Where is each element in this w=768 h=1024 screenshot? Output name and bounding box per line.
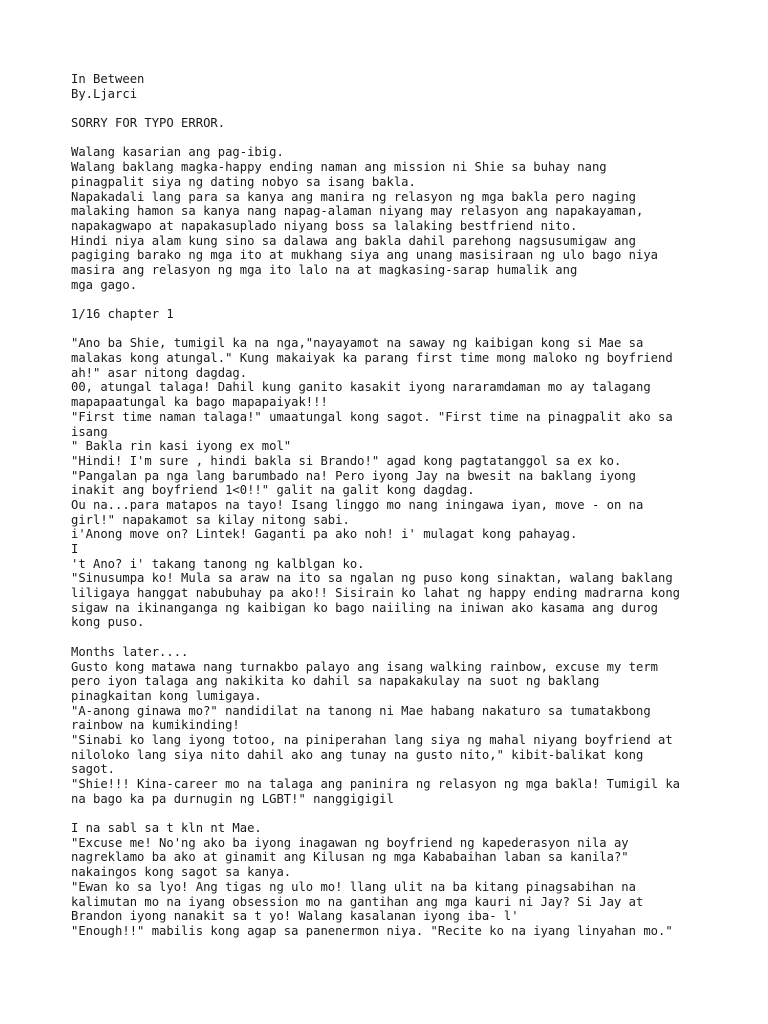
story-line: "Shie!!! Kina-career mo na talaga ang paninira ng relasyon ng mga bakla! Tumigil ka (71, 777, 681, 791)
spacer (71, 806, 761, 821)
story-line: kong puso. (71, 615, 145, 630)
story-line: niloloko lang siya nito dahil ako ang tunay na gusto nito," kibit-balikat kong (71, 747, 644, 762)
chapter-paragraph-1 (71, 336, 761, 630)
synopsis-line: pagiging barako ng mga ito at mukhang siya ang unang masisiraan ng ulo bago niya (71, 248, 658, 263)
story-line: "Ano ba Shie, tumigil ka na nga,"nayayamot na saway ng kaibigan kong si Mae sa (71, 336, 644, 351)
synopsis-line: Walang kasarian ang pag-ibig. (71, 145, 284, 160)
story-line: sagot. (71, 762, 116, 777)
chapter-paragraph-2 (71, 645, 761, 807)
story-line: I na sabl sa t kln nt Mae. (71, 821, 262, 836)
document-title: In Between (71, 72, 145, 86)
story-line: nakaingos kong sagot sa kanya. (71, 865, 292, 880)
story-line: inakit ang boyfriend 1<0!!" galit na galit kong dagdag. (71, 483, 475, 498)
story-line: mapapaatungal ka bago mapapaiyak!!! (71, 395, 328, 410)
spacer (71, 292, 761, 307)
spacer (71, 322, 761, 337)
story-line: "Sinabi ko lang iyong totoo, na piniperahan lang siya ng mahal niyang boyfriend at (71, 732, 673, 747)
story-line: Months later.... (71, 644, 189, 659)
story-line: I (71, 542, 79, 556)
story-line: "Enough!!" mabilis kong agap sa panenermon niya. "Recite ko na iyang linyahan mo." (71, 923, 673, 938)
spacer (71, 131, 761, 146)
story-line: "First time naman talaga!" umaatungal kong sagot. "First time na pinagpalit ako sa (71, 409, 673, 424)
story-line: Gusto kong matawa nang turnakbo palayo ang isang walking rainbow, excuse my term (71, 659, 658, 674)
story-line: "Excuse me! No'ng ako ba iyong inagawan ng boyfriend ng kapederasyon nila ay (71, 835, 629, 850)
story-line: sigaw na ikinanganga ng kaibigan ko bago naiiling na iniwan ako kasama ang durog (71, 600, 658, 615)
story-line: "Sinusumpa ko! Mula sa araw na ito sa ngalan ng puso kong sinaktan, walang baklang (71, 571, 673, 586)
story-line: Brandon iyong nanakit sa t yo! Walang kasalanan iyong iba- l' (71, 909, 519, 924)
spacer (71, 630, 761, 645)
story-line: pero iyon talaga ang nakikita ko dahil sa napakakulay na suot ng baklang (71, 674, 600, 689)
synopsis-line: Walang baklang magka-happy ending naman ang mission ni Shie sa buhay nang (71, 160, 607, 175)
story-line: "Ewan ko sa lyo! Ang tigas ng ulo mo! llang ulit na ba kitang pinagsabihan na (71, 879, 636, 894)
document-author: By.Ljarci (71, 86, 138, 101)
story-line: malakas kong atungal." Kung makaiyak ka parang first time mong maloko ng boyfriend (71, 351, 673, 366)
story-line: 't Ano? i' takang tanong ng kalblgan ko. (71, 556, 365, 571)
story-line: isang (71, 424, 108, 439)
synopsis-line: masira ang relasyon ng mga ito lalo na at magkasing-sarap humalik ang (71, 262, 578, 277)
story-line: 00, atungal talaga! Dahil kung ganito kasakit iyong nararamdaman mo ay talagang (71, 380, 651, 395)
chapter-paragraph-3 (71, 821, 761, 939)
synopsis-line: Hindi niya alam kung sino sa dalawa ang bakla dahil parehong nagsusumigaw ang (71, 233, 636, 248)
synopsis-line: pinagpalit siya ng dating nobyo sa isang bakla. (71, 174, 416, 189)
spacer (71, 101, 761, 116)
synopsis-line: mga gago. (71, 277, 138, 292)
story-line: kalimutan mo na iyang obsession mo na gantihan ang mga kauri ni Jay? Si Jay at (71, 894, 644, 909)
story-line: i'Anong move on? Lintek! Gaganti pa ako noh! i' mulagat kong pahayag. (71, 527, 578, 542)
story-line: nagreklamo ba ako at ginamit ang Kilusan ng mga Kababaihan laban sa kanila?" (71, 850, 629, 865)
synopsis-block (71, 145, 761, 292)
story-line: Ou na...para matapos na tayo! Isang linggo mo nang iningawa iyan, move - on na (71, 497, 644, 512)
story-line: liligaya hanggat nabubuhay pa ako!! Sisirain ko lahat ng happy ending madrarna kong (71, 586, 681, 601)
document-page (71, 72, 761, 939)
typo-notice: SORRY FOR TYPO ERROR. (71, 116, 226, 131)
story-line: "Pangalan pa nga lang barumbado na! Pero iyong Jay na bwesit na baklang iyong (71, 468, 636, 483)
story-line: girl!" napakamot sa kilay nitong sabi. (71, 512, 350, 527)
synopsis-line: Napakadali lang para sa kanya ang manira ng relasyon ng mga bakla pero naging (71, 189, 636, 204)
synopsis-line: napakagwapo at napakasuplado niyang boss sa lalaking bestfriend nito. (71, 218, 578, 233)
story-line: " Bakla rin kasi iyong ex mol" (71, 439, 292, 454)
story-line: rainbow na kumikinding! (71, 718, 240, 733)
story-line: "A-anong ginawa mo?" nandidilat na tanong ni Mae habang nakaturo sa tumatakbong (71, 703, 651, 718)
synopsis-line: malaking hamon sa kanya nang napag-alaman niyang may relasyon ang napakayaman, (71, 204, 644, 219)
story-line: na bago ka pa durnugin ng LGBT!" nanggigigil (71, 791, 394, 806)
story-line: pinagkaitan kong lumigaya. (71, 688, 262, 703)
story-line: ah!" asar nitong dagdag. (71, 365, 248, 380)
story-line: "Hindi! I'm sure , hindi bakla si Brando!" agad kong pagtatanggol sa ex ko. (71, 453, 622, 468)
chapter-heading: 1/16 chapter 1 (71, 307, 174, 321)
